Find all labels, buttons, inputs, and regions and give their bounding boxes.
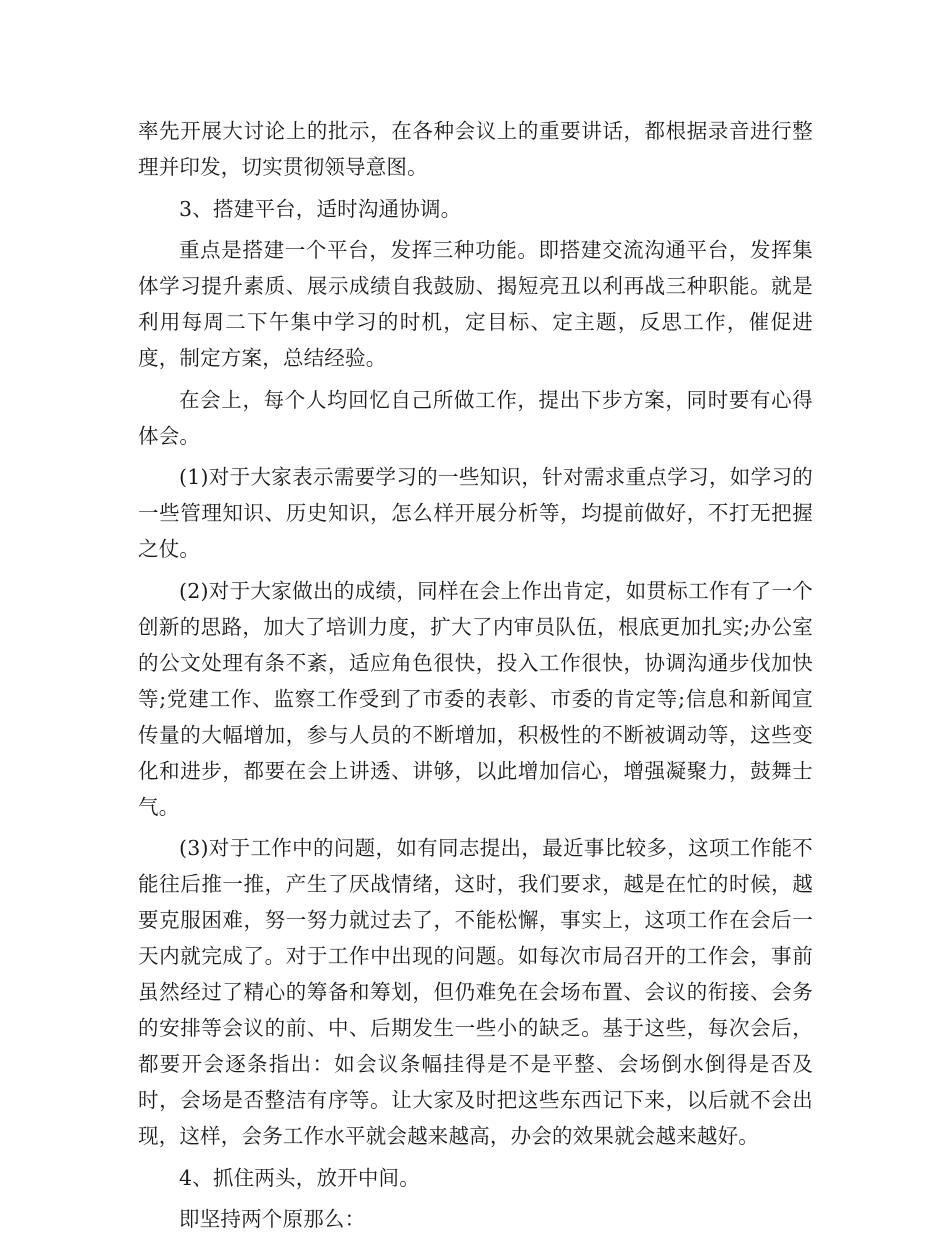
- paragraph-principles: 即坚持两个原那么：: [179, 1207, 366, 1231]
- list-item-2: (2)对于大家做出的成绩，同样在会上作出肯定，如贯标工作有了一个创新的思路，加大了培训力度，扩大了内审员队伍，根底更加扎实;办公室的公文处理有条不紊，适应角色很快，投入工作很快，协调沟通步伐加快等;党建工作、监察工作受到了市委的表彰、市委的肯定等;信息和新闻宣传量的大幅增加，参与人员的不断增加，积极性的不断被调动等，这些变化和进步，都要在会上讲透、讲够，以此增加信心，增强凝聚力，鼓舞士气。: [138, 578, 813, 819]
- paragraph-platform: 重点是搭建一个平台，发挥三种功能。即搭建交流沟通平台，发挥集体学习提升素质、展示成绩自我鼓励、揭短亮丑以利再战三种职能。就是利用每周二下午集中学习的时机，定目标、定主题，反思工作，催促进度，制定方案，总结经验。: [138, 238, 813, 370]
- paragraph-meeting: 在会上，每个人均回忆自己所做工作，提出下步方案，同时要有心得体会。: [138, 387, 813, 448]
- section-heading-4: 4、抓住两头，放开中间。: [179, 1165, 420, 1190]
- document-body: [138, 113, 813, 1243]
- list-item-3: (3)对于工作中的问题，如有同志提出，最近事比较多，这项工作能不能往后推一推，产生了厌战情绪，这时，我们要求，越是在忙的时候，越要克服困难，努一努力就过去了，不能松懈，事实上，这项工作在会后一天内就完成了。对于工作中出现的问题。如每次市局召开的工作会，事前虽然经过了精心的筹备和筹划，但仍难免在会场布置、会议的衔接、会务的安排等会议的前、中、后期发生一些小的缺乏。基于这些，每次会后，都要开会逐条指出：如会议条幅挂得是不是平整、会场倒水倒得是否及时，会场是否整洁有序等。让大家及时把这些东西记下来，以后就不会出现，这样，会务工作水平就会越来越高，办会的效果就会越来越好。: [138, 836, 813, 1148]
- section-heading-3: 3、搭建平台，适时沟通协调。: [179, 196, 462, 221]
- list-item-1: (1)对于大家表示需要学习的一些知识，针对需求重点学习，如学习的一些管理知识、历史知识，怎么样开展分析等，均提前做好，不打无把握之仗。: [138, 465, 813, 561]
- paragraph-continuation: 率先开展大讨论上的批示，在各种会议上的重要讲话，都根据录音进行整理并印发，切实贯彻领导意图。: [138, 119, 813, 179]
